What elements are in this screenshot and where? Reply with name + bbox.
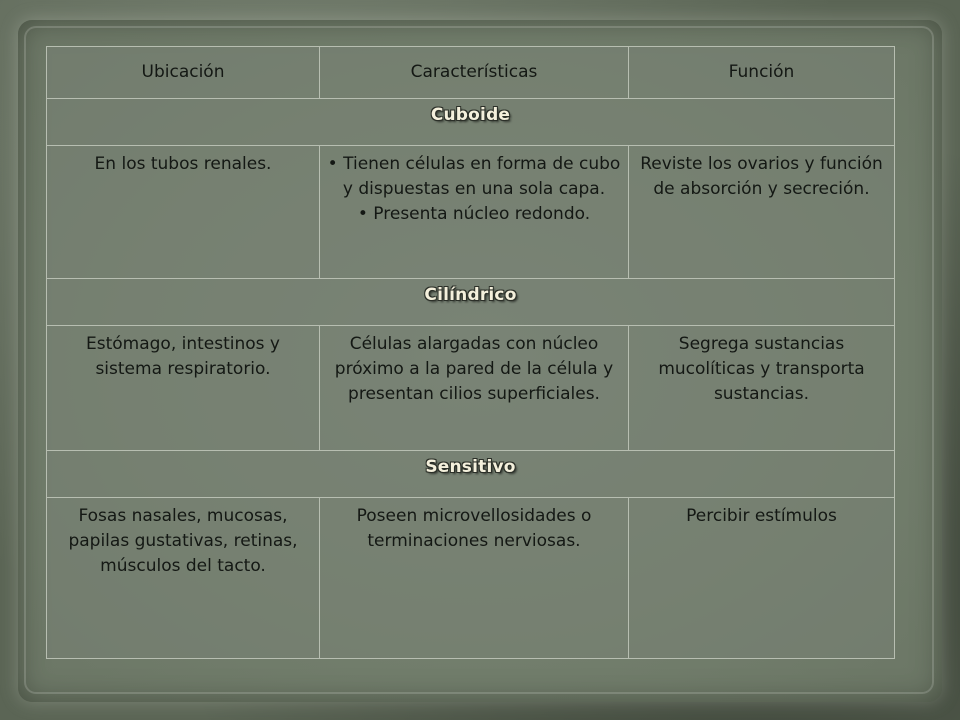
cell-ubicacion: Fosas nasales, mucosas, papilas gustativas, retinas, músculos del tacto.: [47, 498, 320, 659]
section-row-sensitivo: [47, 451, 895, 498]
cell-ubicacion: Estómago, intestinos y sistema respiratorio.: [47, 326, 320, 451]
cell-funcion: Reviste los ovarios y función de absorción y secreción.: [629, 146, 895, 279]
table-header-row: [47, 47, 895, 99]
section-cell: [47, 99, 895, 146]
cell-ubicacion: En los tubos renales.: [47, 146, 320, 279]
caracteristica-line: • Presenta núcleo redondo.: [357, 204, 591, 224]
cell-caracteristicas: [320, 326, 629, 451]
cell-funcion: Segrega sustancias mucolíticas y transporta sustancias.: [629, 326, 895, 451]
epithelium-table: [46, 46, 895, 659]
header-funcion: Función: [629, 47, 895, 99]
header-ubicacion: Ubicación: [47, 47, 320, 99]
section-title-cilindrico: Cilíndrico: [424, 285, 517, 305]
section-title-cuboide: Cuboide: [430, 105, 511, 125]
table-row-cilindrico: [47, 326, 895, 451]
table-row-sensitivo: [47, 498, 895, 659]
section-cell: [47, 451, 895, 498]
caracteristica-line: Poseen microvellosidades o terminaciones nerviosas.: [356, 506, 592, 551]
caracteristica-line: • Tienen células en forma de cubo y dispuestas en una sola capa.: [327, 154, 621, 199]
cell-caracteristicas: [320, 146, 629, 279]
cell-caracteristicas: [320, 498, 629, 659]
cell-funcion: Percibir estímulos: [629, 498, 895, 659]
table-row-cuboide: [47, 146, 895, 279]
section-cell: [47, 279, 895, 326]
section-title-sensitivo: Sensitivo: [425, 457, 516, 477]
caracteristica-line: Células alargadas con núcleo próximo a la pared de la célula y presentan cilios superficiales.: [334, 334, 614, 404]
header-caracteristicas: Características: [320, 47, 629, 99]
section-row-cilindrico: [47, 279, 895, 326]
section-row-cuboide: [47, 99, 895, 146]
